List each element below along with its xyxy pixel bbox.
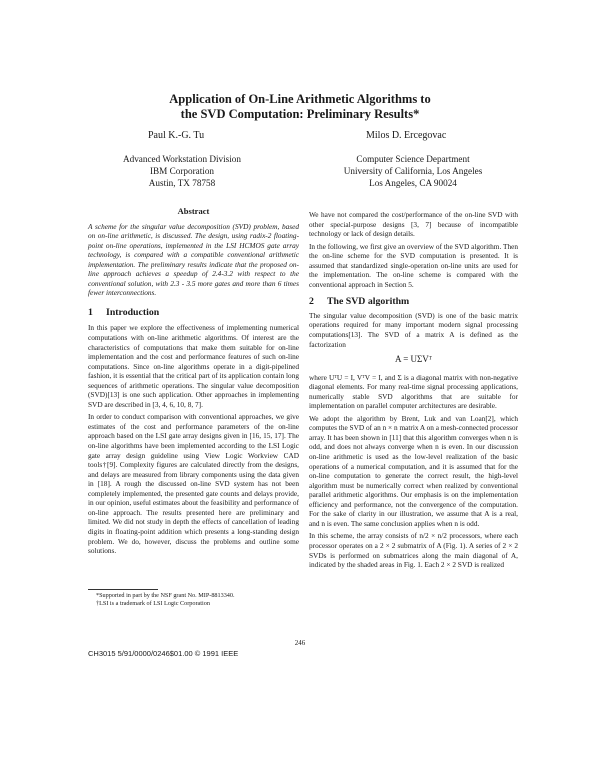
paper-title-line-2: the SVD Computation: Preliminary Results* [180,107,420,121]
right-column [309,210,518,573]
abstract-heading: Abstract [177,206,210,216]
footnote-rule [88,589,158,590]
copyright-footer: CH3015 5/91/0000/0246$01.00 © 1991 IEEE [88,649,239,658]
svd-paragraph-4: In this scheme, the array consists of n/2 × n/2 processors, where each processor operates on a 2 × 2 submatrix of A (Fig. 1). A series of 2 × 2 SVDs is performed on submatrices along the main diagonal of A, indicated by the shaded areas in Fig. 1. Each 2 × 2 SVD is realized [309,531,518,570]
abstract-text: A scheme for the singular value decomposition (SVD) problem, based on on-line arithmetic, is discussed. The design, using radix-2 floating-point on-line operations, implemented in the LSI HCMOS gate array technology, is compared with a compatible conventional arithmetic implementation. The preliminary results indicate that the proposed on-line approach achieves a speedup of 2.4-3.2 with respect to the conventional solution, with 2.3 - 3.5 more gates and more than 6 times fewer interconnections. [88,221,299,298]
svd-equation: A = UΣVᵀ [394,354,433,365]
left-column [88,207,299,559]
svd-paragraph-2: where UᵀU = I, VᵀV = I, and Σ is a diagonal matrix with non-negative diagonal elements. For many real-time signal processing applications, numerically stable SVD algorithms that are suitable for implementation on parallel computer architectures are desirable. [309,372,518,411]
footnotes [96,592,301,608]
section-heading-introduction: 1 Introduction [88,306,160,318]
right-intro-paragraph-1: We have not compared the cost/performance of the on-line SVD with other special-purpose designs [3, 7] because of incompatible technology or lack of design details. [309,210,518,239]
svd-paragraph-3: We adopt the algorithm by Brent, Luk and van Loan[2], which computes the SVD of an n × n matrix A on a mesh-connected processor array. It has been shown in [11] that this algorithm converges when n is odd, and does not always converge when n is even. In our discussion on-line arithmetic is used as the low-level realization of the basic operations of a numerical computation, and it is assumed that for the on-line computation to generate the correct result, the high-level algorithm must be numerically correct when realized by conventional parallel arithmetic algorithms. Our emphasis is on the implementation efficiency and performance, not the convergence of the computation. For the sake of clarity in our illustration, we assume that A is a real, and n is even. The same conclusion applies when n is odd. [309,413,518,528]
footnote-2: †LSI is a trademark of LSI Logic Corporation [96,600,210,607]
author-affiliation-2: Computer Science Department University of California, Los Angeles Los Angeles, CA 90024 [343,154,483,188]
paper-title-line-1: Application of On-Line Arithmetic Algorithms to [169,92,431,106]
intro-paragraph-2: In order to conduct comparison with conventional approaches, we give estimates of the cost and performance parameters of the on-line approach based on the LSI gate array designs given in [16, 15, 17]. The on-line algorithms have been implemented according to the LSI Logic gate array design guideline using View Logic Workview CAD tools†[9]. Complexity figures are calculated directly from the designs, and delays are measured from library components using the data given in [18]. A rough the discussed on-line SVD system has not been completely implemented, the presented gate counts and delays provide, in our opinion, useful estimates about the feasibility and performance of on-line approach. The results presented here are preliminary and limited. We did not study in depth the effects of cancellation of leading digits in floating-point addition which presents a long-standing design problem. We do, however, discuss the problems and outline some solutions. [88,412,299,556]
footnote-1: *Supported in part by the NSF grant No. MIP-8813340. [96,592,235,599]
section-heading-svd-algorithm: 2 The SVD algorithm [309,296,410,308]
intro-paragraph-1: In this paper we explore the effectiveness of implementing numerical computations with on-line arithmetic algorithms. Of interest are the characteristics of computations that make them suitable for on-line implementation and the cost and performance features of such on-line computations. Since on-line algorithms operate in a digit-pipelined fashion, it is essential that the critical part of its application contain long sequences of arithmetic operations. The singular value decomposition (SVD)[13] is one such application. Other approaches in implementing SVD are described in [3, 4, 6, 10, 8, 7]. [88,323,299,409]
page-number: 246 [294,639,306,647]
svd-paragraph-1: The singular value decomposition (SVD) is one of the basic matrix operations required for many important modern signal processing computations[13]. The SVD of a matrix A is defined as the factorization [309,310,518,349]
right-intro-paragraph-2: In the following, we first give an overview of the SVD algorithm. Then the on-line scheme for the SVD computation is presented. It is assumed that standardized single-operation on-line units are used for the implementation. The on-line scheme is compared with the conventional approach in Section 5. [309,241,518,289]
author-name-2: Milos D. Ercegovac [366,130,447,141]
author-name-1: Paul K.-G. Tu [148,130,205,141]
author-affiliation-1: Advanced Workstation Division IBM Corporation Austin, TX 78758 [122,154,241,188]
